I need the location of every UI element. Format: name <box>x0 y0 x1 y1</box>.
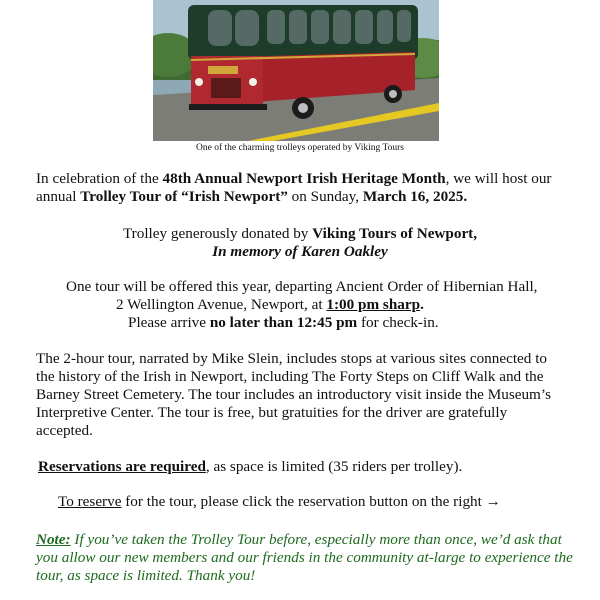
memorial-line: In memory of Karen Oakley <box>212 243 388 260</box>
note-text: If you’ve taken the Trolley Tour before, especially more than once, we’d ask that you allow our new members and our friends in the community at-large to experience the tour, as space is limited. Thank you! <box>36 531 573 584</box>
photo-caption: One of the charming trolleys operated by Viking Tours <box>196 143 404 153</box>
note-label: Note: <box>36 531 71 548</box>
tour-line-3 <box>36 314 576 332</box>
note-paragraph <box>36 531 576 585</box>
intro-text-2: , we will host our annual <box>36 170 552 205</box>
trolley-photo <box>153 0 439 141</box>
donation-text: Trolley generously donated by <box>122 225 313 242</box>
to-reserve-link[interactable]: To reserve <box>58 493 122 510</box>
reserve-text: for the tour, please click the reservation button on the right <box>121 493 486 510</box>
tour-line-2 <box>36 296 576 314</box>
reserve-instructions <box>58 493 598 511</box>
trolley-tour-title: Trolley Tour of “Irish Newport” <box>80 188 288 205</box>
tour-address: 2 Wellington Avenue, Newport, at <box>116 296 327 313</box>
reservations-text: , as space is limited (35 riders per trolley). <box>205 458 463 475</box>
event-date: March 16, 2025. <box>362 188 468 205</box>
arrive-text: Please arrive <box>128 314 210 331</box>
donation-paragraph <box>0 225 600 261</box>
checkin-deadline: no later than 12:45 pm <box>209 314 358 331</box>
intro-text-1: In celebration of the <box>36 170 163 187</box>
departure-time: 1:00 pm sharp <box>326 296 421 313</box>
reservations-notice <box>38 458 578 476</box>
intro-paragraph <box>36 170 576 206</box>
tour-line-2-period: . <box>420 296 424 313</box>
reservations-required: Reservations are required <box>38 458 206 475</box>
heritage-month-title: 48th Annual Newport Irish Heritage Month <box>162 170 446 187</box>
donor-name: Viking Tours of Newport, <box>312 225 478 242</box>
tour-details <box>36 278 576 332</box>
tour-description: The 2-hour tour, narrated by Mike Slein, includes stops at various sites connected to the history of the Irish in Newport, including The Forty Steps on Cliff Walk and the Barney Street Cemetery. The tour includes an introductory visit inside the Museum’s Interpretive Center. The tour is free, but gratuities for the driver are gratefully accepted. <box>36 350 552 439</box>
intro-text-3: on Sunday, <box>287 188 363 205</box>
tour-line-1: One tour will be offered this year, departing Ancient Order of Hibernian Hall, <box>66 278 538 295</box>
arrow-right-icon: → <box>485 493 501 510</box>
checkin-text: for check-in. <box>357 314 439 331</box>
trolley-illustration <box>153 0 439 141</box>
